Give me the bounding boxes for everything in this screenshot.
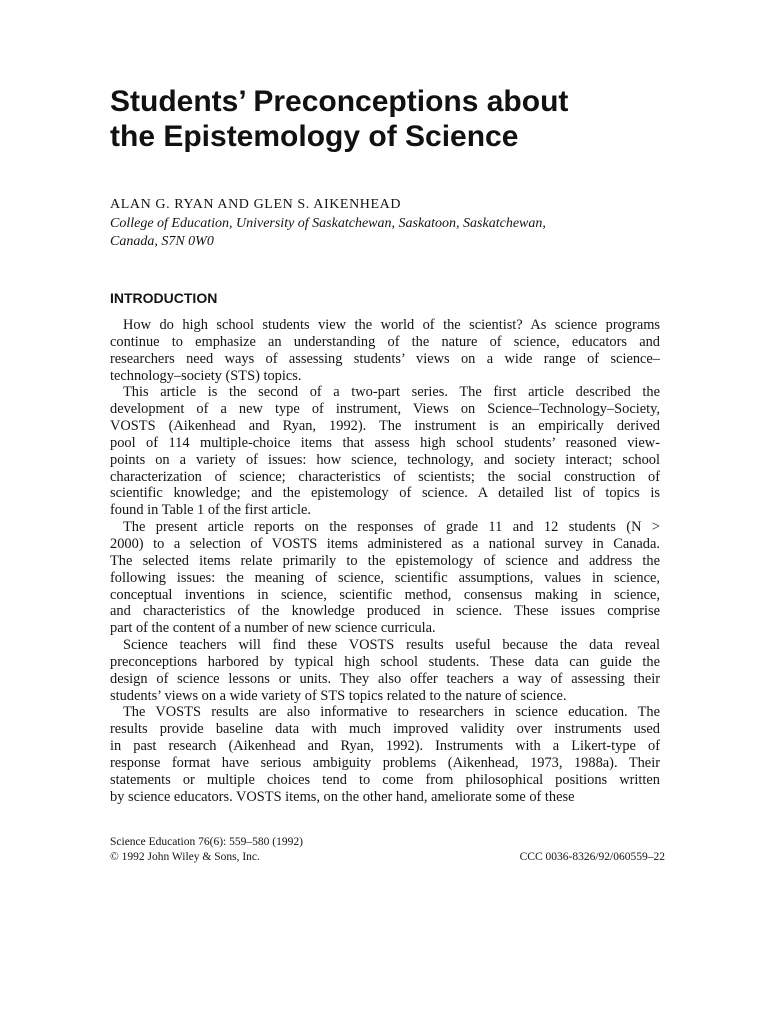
journal-citation: Science Education 76(6): 559–580 (1992) (110, 836, 303, 848)
paragraph-line: and characteristics of the knowledge produced in science. These issues comprise (110, 603, 660, 620)
paragraph (110, 637, 660, 704)
paragraph (110, 317, 660, 384)
paragraph-line: found in Table 1 of the first article. (110, 502, 311, 519)
paragraph-line: development of a new type of instrument, Views on Science–Technology–Society, (110, 401, 660, 418)
paragraph-line: part of the content of a number of new science curricula. (110, 620, 436, 637)
paragraph-line: characterization of science; characteristics of scientists; the social construction of (110, 468, 660, 485)
paragraph-line: results provide baseline data with much improved validity over instruments used (110, 721, 660, 738)
paragraph (110, 704, 660, 805)
paragraph-line: following issues: the meaning of science, scientific assumptions, values in science, (110, 569, 660, 586)
paragraph-line: 2000) to a selection of VOSTS items administered as a national survey in Canada. (110, 535, 660, 552)
paragraph (110, 384, 660, 519)
author-names: ALAN G. RYAN AND GLEN S. AIKENHEAD (110, 197, 402, 212)
ccc-code: CCC 0036-8326/92/060559–22 (519, 851, 665, 863)
affiliation-line: College of Education, University of Saskatchewan, Saskatoon, Saskatchewan, (110, 216, 546, 231)
paragraph-line: continue to emphasize an understanding of the nature of science, educators and (110, 333, 660, 350)
paragraph-line: in past research (Aikenhead and Ryan, 1992). Instruments with a Likert-type of (110, 738, 660, 755)
title-line: Students’ Preconceptions about (110, 85, 569, 118)
paragraph-line: Science teachers will find these VOSTS results useful because the data reveal (123, 637, 660, 654)
paragraph-line: VOSTS (Aikenhead and Ryan, 1992). The instrument is an empirically derived (110, 418, 660, 435)
paragraph-line: pool of 114 multiple-choice items that assess high school students’ reasoned view- (110, 434, 660, 451)
body-text (110, 317, 660, 805)
title-line: the Epistemology of Science (110, 120, 519, 153)
paragraph-line: How do high school students view the world of the scientist? As science programs (123, 317, 660, 333)
article-title (110, 84, 710, 154)
paragraph-line: response format have serious ambiguity problems (Aikenhead, 1973, 1988a). Their (110, 754, 660, 771)
paragraph-line: conceptual inventions in science, scientific method, consensus making in science, (110, 586, 660, 603)
section-heading: INTRODUCTION (110, 290, 218, 306)
paragraph-line: The selected items relate primarily to the epistemology of science and address the (110, 552, 660, 569)
paragraph-line: This article is the second of a two-part series. The first article described the (123, 384, 660, 401)
affiliation-line: Canada, S7N 0W0 (110, 234, 214, 249)
paragraph-line: The VOSTS results are also informative to researchers in science education. The (123, 704, 660, 721)
paragraph-line: points on a variety of issues: how science, technology, and society interact; school (110, 451, 660, 468)
copyright-notice: © 1992 John Wiley & Sons, Inc. (110, 851, 260, 863)
page-footer (110, 835, 665, 865)
paragraph-line: design of science lessons or units. They also offer teachers a way of assessing their (110, 670, 660, 687)
paragraph-line: by science educators. VOSTS items, on the other hand, ameliorate some of these (110, 788, 575, 805)
paragraph-line: preconceptions harbored by typical high school students. These data can guide the (110, 653, 660, 670)
paragraph-line: students’ views on a wide variety of STS topics related to the nature of science. (110, 687, 567, 704)
paragraph-line: technology–society (STS) topics. (110, 367, 302, 384)
paragraph-line: The present article reports on the responses of grade 11 and 12 students (N > (123, 519, 660, 536)
paragraph-line: statements or multiple choices tend to come from philosophical positions written (110, 771, 660, 788)
paragraph-line: scientific knowledge; and the epistemology of science. A detailed list of topics is (110, 485, 660, 502)
paragraph-line: researchers need ways of assessing students’ views on a wide range of science– (110, 350, 660, 367)
paragraph (110, 519, 660, 637)
author-affiliation (110, 215, 670, 251)
